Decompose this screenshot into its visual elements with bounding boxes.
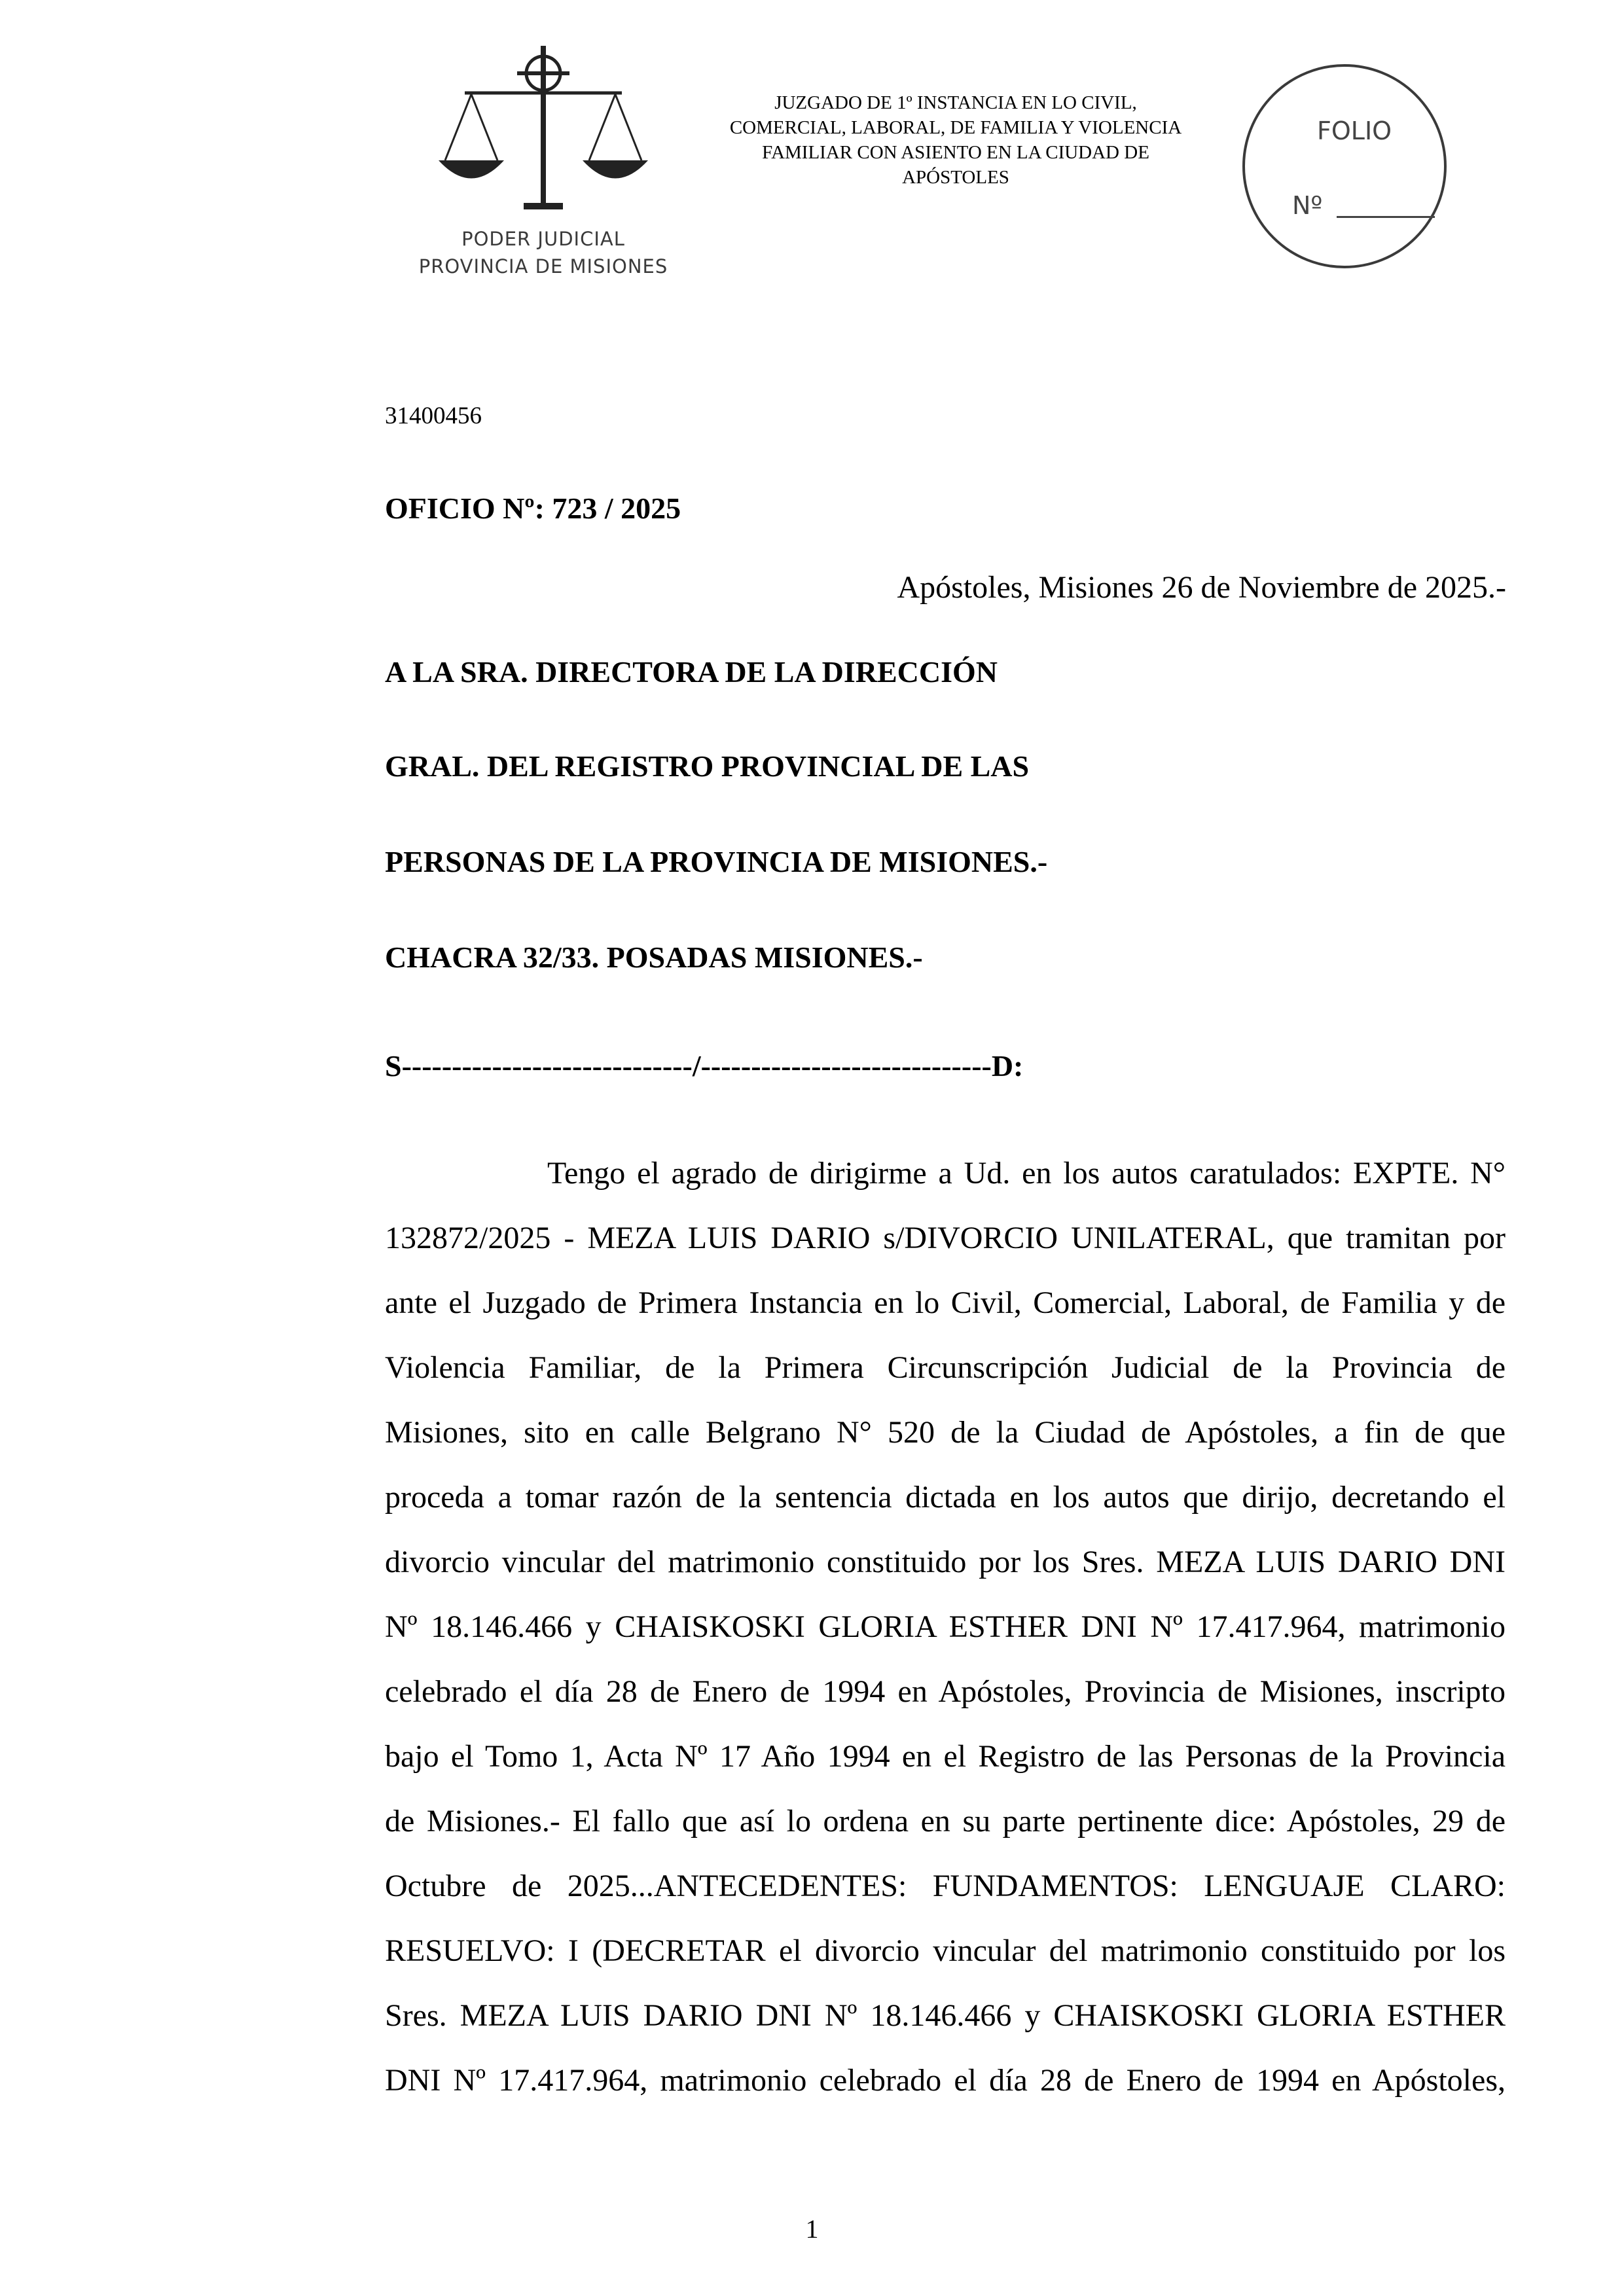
body-line: bajo el Tomo 1, Acta Nº 17 Año 1994 en el Registro de las Personas de la Provincia bbox=[385, 1739, 1506, 1774]
body-line: ante el Juzgado de Primera Instancia en lo Civil, Comercial, Laboral, de Familia y de bbox=[385, 1285, 1506, 1320]
folio-title: FOLIO bbox=[1317, 117, 1392, 145]
body-line: RESUELVO: I (DECRETAR el divorcio vincular del matrimonio constituido por los bbox=[385, 1933, 1506, 1968]
body-line: Octubre de 2025...ANTECEDENTES: FUNDAMENTOS: LENGUAJE CLARO: bbox=[385, 1869, 1506, 1903]
scales-of-justice-icon bbox=[432, 39, 655, 223]
body-line: de Misiones.- El fallo que así lo ordena en su parte pertinente dice: Apóstoles, 29 de bbox=[385, 1804, 1506, 1839]
body-line: Sres. MEZA LUIS DARIO DNI Nº 18.146.466 y CHAISKOSKI GLORIA ESTHER bbox=[385, 1998, 1506, 2033]
document-code: 31400456 bbox=[385, 403, 482, 429]
body-line: DNI Nº 17.417.964, matrimonio celebrado el día 28 de Enero de 1994 en Apóstoles, bbox=[385, 2063, 1506, 2098]
logo-text-provincia: PROVINCIA DE MISIONES bbox=[418, 255, 668, 278]
addressee-line: GRAL. DEL REGISTRO PROVINCIAL DE LAS bbox=[385, 749, 1030, 783]
addressee-line: CHACRA 32/33. POSADAS MISIONES.- bbox=[385, 941, 923, 974]
folio-number-label: Nº bbox=[1292, 191, 1323, 220]
body-line: 132872/2025 - MEZA LUIS DARIO s/DIVORCIO UNILATERAL, que tramitan por bbox=[385, 1221, 1506, 1255]
body-line: proceda a tomar razón de la sentencia dictada en los autos que dirijo, decretando el bbox=[385, 1480, 1506, 1515]
court-header-line: COMERCIAL, LABORAL, DE FAMILIA Y VIOLENCIA bbox=[729, 117, 1182, 138]
addressee-line: A LA SRA. DIRECTORA DE LA DIRECCIÓN bbox=[385, 655, 998, 689]
logo-text-poder-judicial: PODER JUDICIAL bbox=[461, 228, 625, 250]
folio-stamp bbox=[1242, 64, 1447, 268]
document-date: Apóstoles, Misiones 26 de Noviembre de 2025.- bbox=[897, 570, 1506, 605]
body-line: divorcio vincular del matrimonio constituido por los Sres. MEZA LUIS DARIO DNI bbox=[385, 1545, 1506, 1579]
court-header bbox=[687, 90, 1224, 190]
poder-judicial-logo bbox=[393, 39, 694, 295]
body-line: Violencia Familiar, de la Primera Circunscripción Judicial de la Provincia de bbox=[385, 1350, 1506, 1385]
salutation: S-----------------------------/-----------------------------D: bbox=[385, 1049, 1024, 1083]
court-header-line: FAMILIAR CON ASIENTO EN LA CIUDAD DE bbox=[762, 142, 1149, 163]
body-line: celebrado el día 28 de Enero de 1994 en Apóstoles, Provincia de Misiones, inscripto bbox=[385, 1674, 1506, 1709]
body-line: Misiones, sito en calle Belgrano N° 520 de la Ciudad de Apóstoles, a fin de que bbox=[385, 1415, 1506, 1450]
page-number: 1 bbox=[805, 2214, 819, 2244]
addressee-line: PERSONAS DE LA PROVINCIA DE MISIONES.- bbox=[385, 845, 1048, 878]
court-header-line: APÓSTOLES bbox=[902, 167, 1009, 188]
body-line: Tengo el agrado de dirigirme a Ud. en los autos caratulados: EXPTE. N° bbox=[547, 1156, 1506, 1191]
court-header-line: JUZGADO DE 1º INSTANCIA EN LO CIVIL, bbox=[774, 92, 1137, 113]
folio-number-blank bbox=[1337, 216, 1435, 218]
oficio-number: OFICIO Nº: 723 / 2025 bbox=[385, 492, 681, 525]
body-line: Nº 18.146.466 y CHAISKOSKI GLORIA ESTHER DNI Nº 17.417.964, matrimonio bbox=[385, 1609, 1506, 1644]
body-paragraph bbox=[385, 1152, 1506, 2124]
